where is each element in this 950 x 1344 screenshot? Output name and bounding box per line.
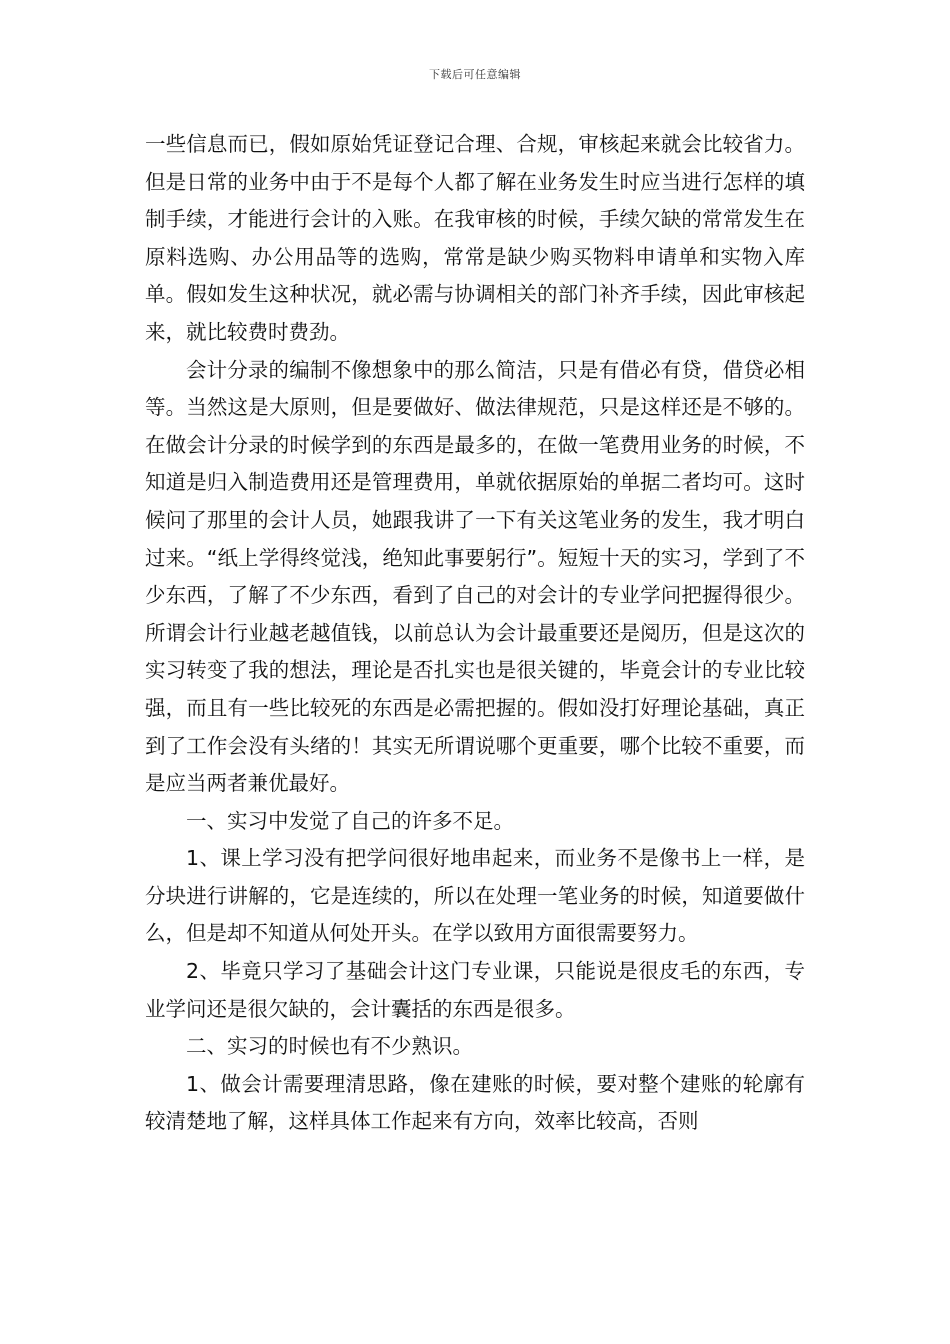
numbered-paragraph: 2、毕竟只学习了基础会计这门专业课，只能说是很皮毛的东西，专业学问还是很欠缺的，会计囊括的东西是很多。 (145, 959, 805, 1021)
numbered-paragraph: 1、做会计需要理清思路，像在建账的时候，要对整个建账的轮廓有较清楚地了解，这样具体工作起来有方向，效率比较高，否则 (145, 1071, 805, 1134)
paragraph-continuation: 一些信息而已，假如原始凭证登记合理、合规，审核起来就会比较省力。但是日常的业务中由于不是每个人都了解在业务发生时应当进行怎样的填制手续，才能进行会计的入账。在我审核的时候，手续欠缺的常常发生在原料选购、办公用品等的选购，常常是缺少购买物料申请单和实物入库单。假如发生这种状况，就必需与协调相关的部门补齐手续，因此审核起来，就比较费时费劲。 (145, 132, 805, 344)
numbered-paragraph: 1、课上学习没有把学问很好地串起来，而业务不是像书上一样，是分块进行讲解的，它是连续的，所以在处理一笔业务的时候，知道要做什么，但是却不知道从何处开头。在学以致用方面很需要努力。 (145, 846, 805, 946)
paragraph: 会计分录的编制不像想象中的那么简洁，只是有借必有贷，借贷必相等。当然这是大原则，但是要做好、做法律规范，只是这样还是不够的。在做会计分录的时候学到的东西是最多的，在做一笔费用业务的时候，不知道是归入制造费用还是管理费用，单就依据原始的单据二者均可。这时候问了那里的会计人员，她跟我讲了一下有关这笔业务的发生，我才明白过来。“纸上学得终觉浅，绝知此事要躬行”。短短十天的实习，学到了不少东西，了解了不少东西，看到了自己的对会计的专业学问把握得很少。所谓会计行业越老越值钱，以前总认为会计最重要还是阅历，但是这次的实习转变了我的想法，理论是否扎实也是很关键的，毕竟会计的专业比较强，而且有一些比较死的东西是必需把握的。假如没打好理论基础，真正到了工作会没有头绪的！其实无所谓说哪个更重要，哪个比较不重要，而是应当两者兼优最好。 (145, 357, 805, 796)
section-heading: 二、实习的时候也有不少熟识。 (186, 1034, 473, 1059)
document-body (145, 126, 805, 1141)
section-heading: 一、实习中发觉了自己的许多不足。 (186, 808, 514, 833)
page-header: 下载后可任意编辑 (429, 68, 521, 81)
